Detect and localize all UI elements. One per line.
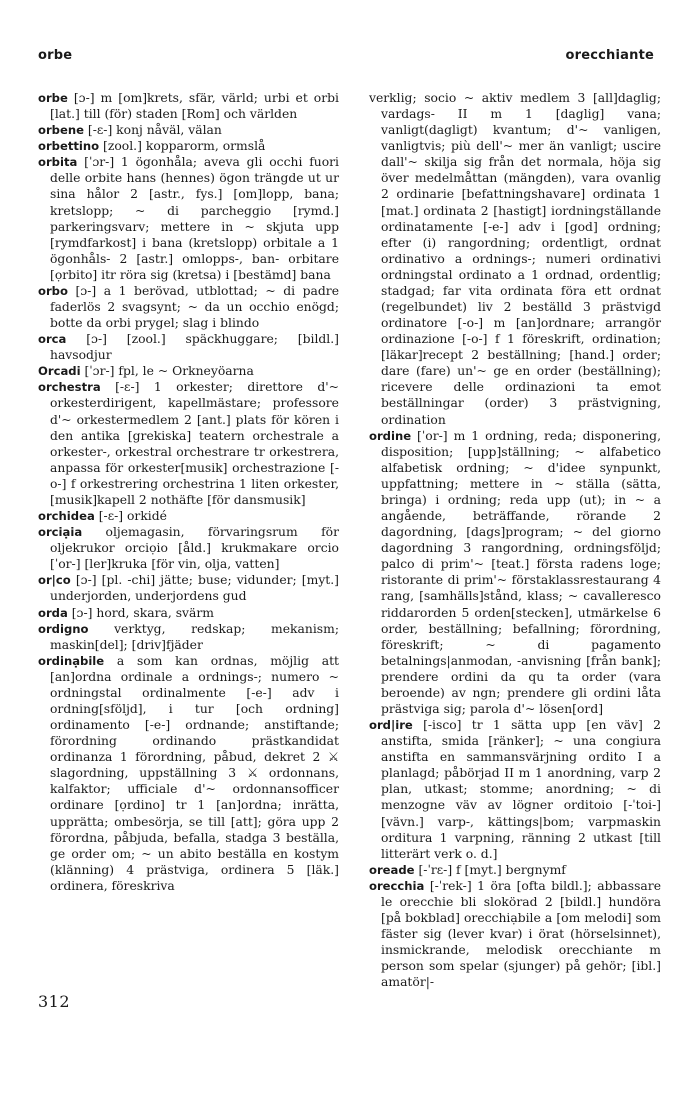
dictionary-entry bbox=[38, 524, 339, 572]
entry-body: verklig; socio ~ aktiv medlem 3 [all]daglig; vardags- II m 1 [daglig] vana; vanligt(dagligt) kvantum; d'~ vanligen, vanligtvis; più dell'~ mer än vanligt; uscire dall'~ skilja sig från det normala, höja sig över medelmåttan (mängden), vara ovanlig 2 ordinarie [befattningshavare] ordinata 1 [mat.] ordinata 2 [hastigt] iordningställande ordinatamente [-e-] adv i [god] ordning; efter (i) rangordning; ordentligt, ordnat ordinativo a ordnings-; numeri ordinativi ordningstal ordinato a 1 ordnad, ordentlig; stadgad; far vita ordinata föra ett ordnat (regelbundet) liv 2 beställd 3 prästvigd ordinatore [-o-] m [an]ordnare; arrangör ordinazione [-o-] f 1 föreskrift, ordination; [läkar]recept 2 beställning; [hand.] order; dare (fare) un'~ ge en order (beställning); ricevere delle ordinazioni ta emot beställningar (order) 3 prästvigning, ordination bbox=[369, 91, 661, 427]
entry-body: [ˈɔr-] fpl, le ~ Orkneyöarna bbox=[80, 364, 254, 379]
entry-headword: orda bbox=[38, 605, 68, 620]
entry-body: [-isco] tr 1 sätta upp [en väv] 2 anstifta, smida [ränker]; ~ una congiura anstifta en sammansvärjning ordito I a planlagd; påbörjad II m 1 anordning, varp 2 plan, utkast; stomme; anordning; ~ di menzogne väv av lögner orditoio [-ˈtoi-] [vävn.] varp-, kättings|bom; varpmaskin orditura 1 varpning, ränning 2 utkast [till litterärt verk o. d.] bbox=[381, 718, 661, 861]
dictionary-entry bbox=[369, 717, 661, 862]
entry-headword: orca bbox=[38, 332, 67, 347]
entry-body: a som kan ordnas, möjlig att [an]ordna ordinale a ordnings-; numero ~ ordningstal ordinalmente [-e-] adv i ordning[sföljd], i tur [och ordning] ordinamento [-e-] ordnande; anstiftande; förordning ordinando prästkandidat ordinanza 1 förordning, påbud, dekret 2 ⚔ slagordning, uppställning 3 ⚔ ordonnans, kalfaktor; ufficiale d'~ ordonnansofficer ordinare [ọrdino] tr 1 [an]ordna; inrätta, upprätta; ombesörja, se till [att]; göra upp 2 förordna, påbjuda, befalla, stadga 3 beställa, ge order om; ~ un abito beställa en kostym (klänning) 4 prästviga, ordinera 5 [läk.] ordinera, föreskriva bbox=[50, 653, 339, 893]
entry-body: [-ˈrek-] 1 öra [ofta bildl.]; abbassare le orecchie bli slokörad 2 [bildl.] hundöra [på bokblad] orecchiạbile a [om melodi] som fäster sig (lever kvar) i örat (hörselsinnet), insmickrande, melodisk orecchiante m person som spelar (sjunger) på gehör; [ibl.] amatör|- bbox=[381, 878, 661, 990]
dictionary-entry bbox=[38, 653, 339, 894]
dictionary-entry bbox=[38, 621, 339, 653]
dictionary-entry bbox=[369, 428, 661, 717]
dictionary-entry bbox=[38, 331, 339, 363]
page-number: 312 bbox=[38, 992, 71, 1011]
entry-body: [-ɛ-] orkidé bbox=[94, 509, 167, 524]
dictionary-entry bbox=[38, 363, 339, 379]
entry-body: [-ɛ-] 1 orkester; direttore d'~ orkesterdirigent, kapellmästare; professore d'~ orkestermedlem 2 [ant.] plats för kören i den antika [grekiska] teatern orchestrale a orkester-, orkestral orchestrare tr orkestrera, anpassa för orkester[musik] orchestrazione [-o-] f orkestrering orchestrina 1 liten orkester, [musik]kapell 2 nothäfte [för dansmusik] bbox=[50, 380, 339, 507]
entry-headword: or|co bbox=[38, 573, 71, 588]
entry-headword: orbita bbox=[38, 155, 78, 170]
running-head bbox=[38, 48, 654, 63]
entry-body: [zool.] kopparorm, ormslå bbox=[99, 139, 266, 154]
entry-body: [ˈor-] m 1 ordning, reda; disponering, disposition; [upp]ställning; ~ alfabetico alfabetisk ordning; ~ d'idee synpunkt, uppfattning; mettere in ~ ställa (sätta, bringa) i ordning; reda upp (ut); in ~ a angående, beträffande, rörande 2 dagordning, [dags]program; ~ del giorno dagordning 3 rangordning, ordningsföljd; palco di prim'~ [teat.] första radens loge; ristorante di prim'~ förstaklassrestaurang 4 rang, [samhälls]stånd, klass; ~ cavalleresco riddarorden 5 orden[stecken], utmärkelse 6 order, beställning; befallning; förordning, föreskrift; ~ di pagamento betalnings|anmodan, -anvisning [från bank]; prendere ordini da qu ta order (vara beroende) av ngn; prendere gli ordini låta prästviga sig; parola d'~ lösen[ord] bbox=[381, 428, 661, 716]
guide-word-left: orbe bbox=[38, 48, 73, 63]
entry-body: [ɔ-] [pl. -chi] jätte; buse; vidunder; [myt.] underjorden, underjordens gud bbox=[50, 573, 339, 604]
dictionary-entry bbox=[38, 379, 339, 508]
entry-headword: ordine bbox=[369, 428, 412, 443]
entry-headword: orbo bbox=[38, 283, 68, 298]
entry-headword: ord|ire bbox=[369, 718, 413, 733]
left-column bbox=[38, 90, 339, 894]
entry-headword: oreade bbox=[369, 862, 415, 877]
entry-headword: orbene bbox=[38, 123, 84, 138]
dictionary-entry bbox=[38, 122, 339, 138]
entry-headword: ordigno bbox=[38, 621, 89, 636]
right-column bbox=[369, 90, 661, 990]
entry-headword: orciạia bbox=[38, 525, 83, 540]
entry-body: oljemagasin, förvaringsrum för oljekrukor orciọio [åld.] krukmakare orcio [ˈor-] [ler]kruka [för vin, olja, vatten] bbox=[50, 525, 339, 572]
entry-headword: orecchia bbox=[369, 878, 425, 893]
entry-headword: Orcadi bbox=[38, 364, 81, 379]
dictionary-entry bbox=[38, 154, 339, 283]
entry-body: [ɔ-] hord, skara, svärm bbox=[67, 605, 214, 620]
dictionary-entry-continuation bbox=[369, 90, 661, 428]
entry-body: [ɔ-] [zool.] späckhuggare; [bildl.] havsodjur bbox=[50, 332, 339, 363]
entry-body: [-ɛ-] konj nåväl, välan bbox=[83, 123, 222, 138]
dictionary-entry bbox=[38, 605, 339, 621]
dictionary-entry bbox=[38, 572, 339, 604]
guide-word-right: orecchiante bbox=[565, 48, 654, 63]
entry-body: [ɔ-] m [om]krets, sfär, värld; urbi et orbi [lat.] till (för) staden [Rom] och världen bbox=[50, 91, 339, 122]
dictionary-entry bbox=[38, 508, 339, 524]
entry-headword: orchestra bbox=[38, 380, 101, 395]
dictionary-entry bbox=[38, 138, 339, 154]
entry-headword: ordinạbile bbox=[38, 653, 105, 668]
dictionary-entry bbox=[369, 862, 661, 878]
entry-body: verktyg, redskap; mekanism; maskin[del]; [driv]fjäder bbox=[50, 621, 339, 652]
entry-body: [ˈɔr-] 1 ögonhåla; aveva gli occhi fuori delle orbite hans (hennes) ögon trängde ut ur sina hålor 2 [astr., fys.] [om]lopp, bana; kretslopp; ~ di parcheggio [rymd.] parkeringsvarv; mettere in ~ skjuta upp [rymdfarkost] i bana (kretslopp) orbitale a 1 ögonhåls- 2 [astr.] omlopps-, ban- orbitare [ọrbito] itr röra sig (kretsa) i [bestämd] bana bbox=[50, 155, 339, 282]
dictionary-entry bbox=[38, 283, 339, 331]
dictionary-entry bbox=[38, 90, 339, 122]
entry-headword: orbettino bbox=[38, 139, 100, 154]
entry-body: [ɔ-] a 1 berövad, utblottad; ~ di padre faderlös 2 svagsynt; ~ da un occhio enögd; botte da orbi prygel; slag i blindo bbox=[50, 283, 339, 331]
entry-body: [-ˈrɛ-] f [myt.] bergnymf bbox=[414, 862, 566, 877]
dictionary-entry bbox=[369, 878, 661, 991]
entry-headword: orchidea bbox=[38, 509, 95, 524]
entry-headword: orbe bbox=[38, 91, 68, 105]
